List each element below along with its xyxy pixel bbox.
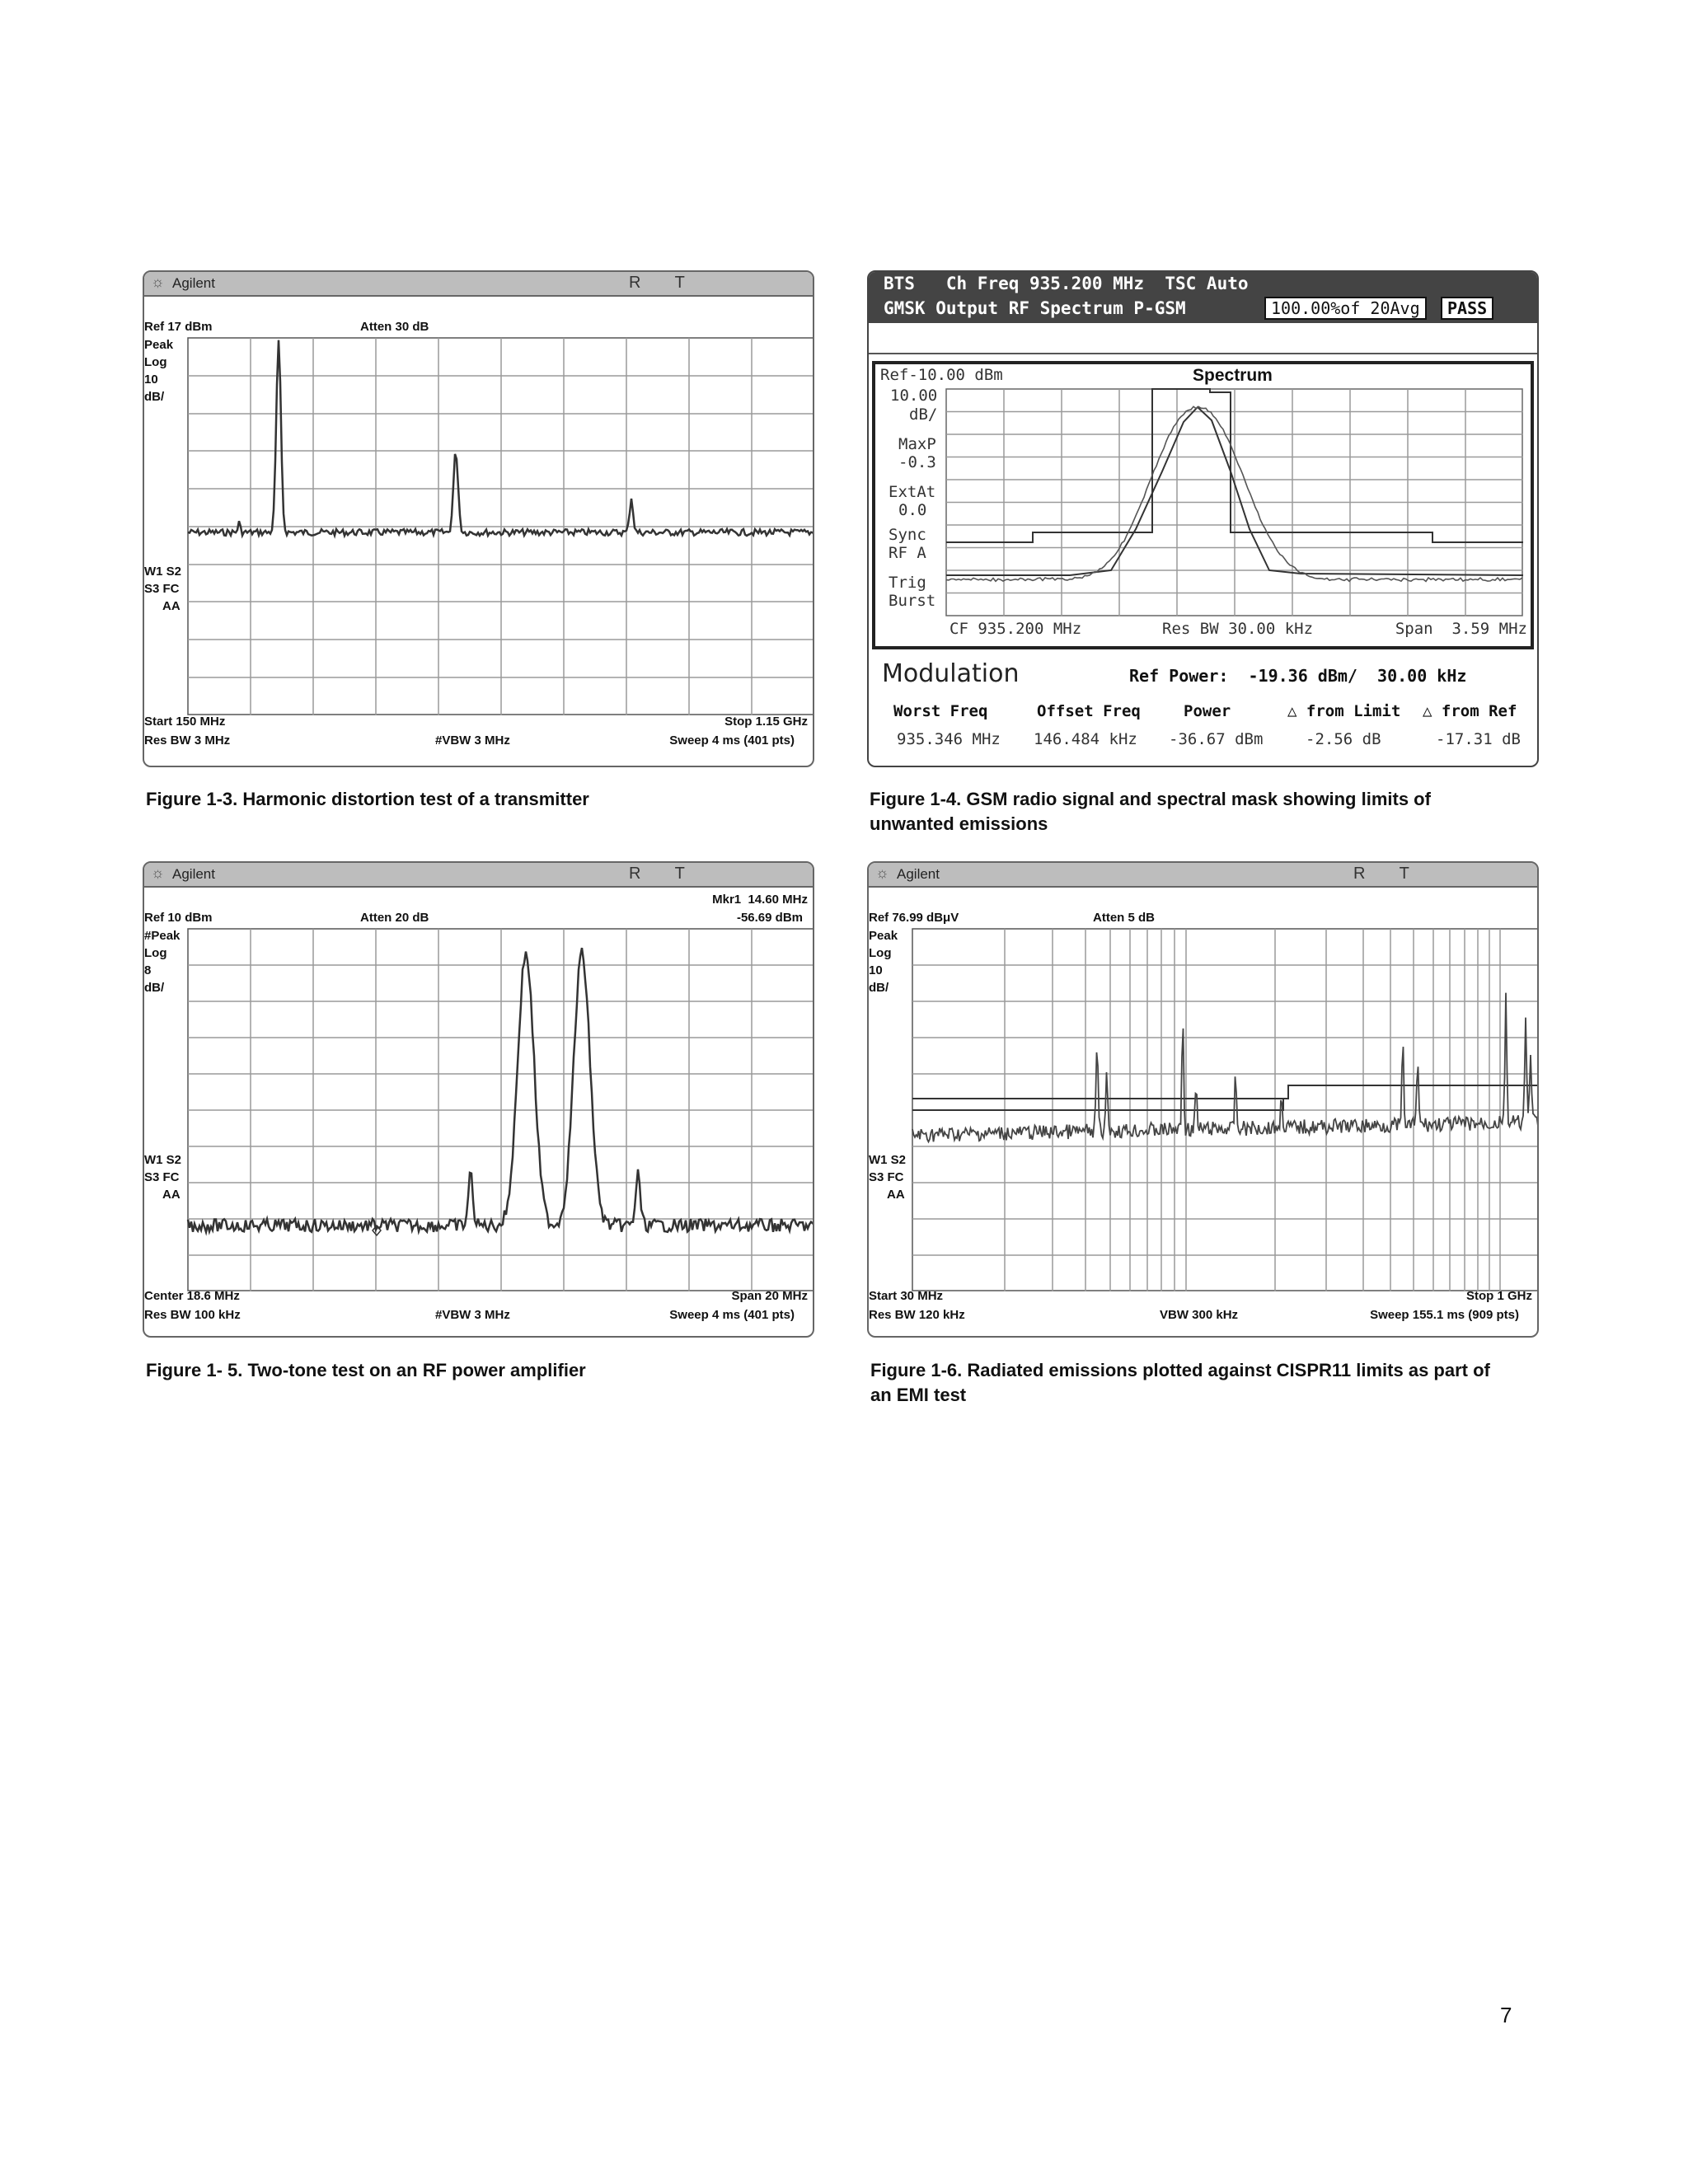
title-bar bbox=[869, 863, 1537, 888]
marker-value: -56.69 dBm bbox=[736, 911, 803, 925]
header-line-2: GMSK Output RF Spectrum P-GSM bbox=[884, 298, 1186, 318]
grid bbox=[188, 929, 814, 1291]
figure-1-3-caption: Figure 1-3. Harmonic distortion test of a transmitter bbox=[146, 789, 589, 809]
title-bar bbox=[144, 272, 813, 297]
pass-badge: PASS bbox=[1441, 297, 1493, 320]
cispr11-limit-line-lower bbox=[912, 1099, 1283, 1110]
modulation-label: Modulation bbox=[882, 659, 1020, 688]
center-freq: Center 18.6 MHz bbox=[144, 1289, 240, 1303]
figure-1-5-screen: ☼ Agilent R T Mkr1 14.60 MHz -56.69 dBm Ref 10 dBm Atten 20 dB #Peak Log 8 dB/ W1 S2 S3 FC AA Center 18.6 MHz Span 20 MHz Res BW 100 kHz #VBW 3 MHz Sweep 4 ms (401 pts) bbox=[143, 861, 814, 1338]
trace-plot bbox=[188, 929, 814, 1291]
start-freq: Start 30 MHz bbox=[869, 1289, 944, 1303]
marker-freq: Mkr1 14.60 MHz bbox=[712, 893, 808, 907]
figure-1-6-caption: Figure 1-6. Radiated emissions plotted against CISPR11 limits as part of an EMI test bbox=[870, 1360, 1490, 1405]
cispr11-limit-line bbox=[912, 1085, 1539, 1099]
header-line-1: BTS Ch Freq 935.200 MHz TSC Auto bbox=[884, 274, 1249, 293]
stop-freq: Stop 1.15 GHz bbox=[724, 715, 808, 729]
ref-level: Ref 10 dBm bbox=[144, 911, 213, 925]
agilent-logo-icon: ☼ bbox=[151, 865, 165, 881]
res-bw: Res BW 30.00 kHz bbox=[1162, 620, 1314, 638]
grid bbox=[188, 338, 814, 715]
span: Span 20 MHz bbox=[731, 1289, 808, 1303]
plot-title: Spectrum bbox=[1193, 366, 1273, 385]
grid bbox=[946, 389, 1523, 616]
avg-box: 100.00%of 20Avg bbox=[1264, 297, 1427, 320]
header bbox=[869, 272, 1537, 323]
plot-panel: Ref-10.00 dBm Spectrum 10.00 dB/ MaxP -0.3 ExtAt 0.0 Sync RF A Trig Burst CF 935.200 MHz Res BW 30.00 kHz Span 3.59 MHz bbox=[872, 361, 1534, 649]
vbw: #VBW 3 MHz bbox=[435, 1308, 510, 1322]
ref-level: Ref 17 dBm bbox=[144, 320, 213, 334]
ref-power: Ref Power: -19.36 dBm/ 30.00 kHz bbox=[1129, 666, 1467, 686]
status-label: R T bbox=[629, 274, 700, 292]
blank-bar bbox=[869, 323, 1537, 354]
res-bw: Res BW 3 MHz bbox=[144, 733, 231, 748]
attenuation: Atten 5 dB bbox=[1093, 911, 1155, 925]
figure-1-4-caption: Figure 1-4. GSM radio signal and spectral mask showing limits of unwanted emissions bbox=[870, 789, 1431, 834]
brand-label: Agilent bbox=[172, 275, 215, 291]
status-label: R T bbox=[629, 865, 700, 883]
brand-label: Agilent bbox=[172, 866, 215, 882]
ref-level: Ref 76.99 dBμV bbox=[869, 911, 959, 925]
trace-plot bbox=[912, 929, 1539, 1291]
figure-1-4-screen: BTS Ch Freq 935.200 MHz TSC Auto GMSK Output RF Spectrum P-GSM 100.00%of 20Avg PASS Ref-10.00 dBm Spectrum 10.00 dB/ MaxP -0.3 ExtAt 0.0 Sync RF A Trig Burst CF 935.200 MHz Res BW 30.00 kHz Span 3.59 MHz Modulation Ref Power: -19.36 dBm/ 30.00 kHz Worst Freq Offset Freq Power △ from Limit △ from Ref 935.346 MHz 146.484 kHz -36.67 dBm -2.56 dB -17.31 dB bbox=[867, 270, 1539, 767]
figure-1-3-screen: ☼ Agilent R T Ref 17 dBm Atten 30 dB Peak Log 10 dB/ W1 S2 S3 FC AA Start 150 MHz Stop 1.15 GHz Res BW 3 MHz #VBW 3 MHz Sweep 4 ms (401 pts) bbox=[143, 270, 814, 767]
sweep: Sweep 4 ms (401 pts) bbox=[669, 733, 795, 748]
span: Span 3.59 MHz bbox=[1395, 620, 1527, 638]
spectrum-plot bbox=[946, 389, 1523, 616]
center-freq: CF 935.200 MHz bbox=[950, 620, 1082, 638]
agilent-logo-icon: ☼ bbox=[875, 865, 889, 881]
agilent-logo-icon: ☼ bbox=[151, 274, 165, 290]
res-bw: Res BW 120 kHz bbox=[869, 1308, 965, 1322]
figure-1-5-caption: Figure 1- 5. Two-tone test on an RF power amplifier bbox=[146, 1360, 586, 1380]
status-label: R T bbox=[1353, 865, 1424, 883]
start-freq: Start 150 MHz bbox=[144, 715, 226, 729]
vbw: #VBW 3 MHz bbox=[435, 733, 510, 748]
attenuation: Atten 30 dB bbox=[360, 320, 429, 334]
ref-level: Ref-10.00 dBm bbox=[880, 366, 1003, 384]
res-bw: Res BW 100 kHz bbox=[144, 1308, 241, 1322]
title-bar bbox=[144, 863, 813, 888]
brand-label: Agilent bbox=[897, 866, 940, 882]
stop-freq: Stop 1 GHz bbox=[1465, 1289, 1532, 1303]
trace-plot bbox=[188, 338, 814, 715]
spectrum-trace bbox=[912, 993, 1538, 1142]
page-number: 7 bbox=[1500, 2003, 1512, 2027]
attenuation: Atten 20 dB bbox=[360, 911, 429, 925]
sweep: Sweep 4 ms (401 pts) bbox=[669, 1308, 795, 1322]
figure-1-6-screen: ☼ Agilent R T Ref 76.99 dBμV Atten 5 dB Peak Log 10 dB/ W1 S2 S3 FC AA Start 30 MHz Stop 1 GHz Res BW 120 kHz VBW 300 kHz Sweep 155.1 ms (909 pts) bbox=[867, 861, 1539, 1338]
sweep: Sweep 155.1 ms (909 pts) bbox=[1370, 1308, 1519, 1322]
vbw: VBW 300 kHz bbox=[1160, 1308, 1239, 1322]
